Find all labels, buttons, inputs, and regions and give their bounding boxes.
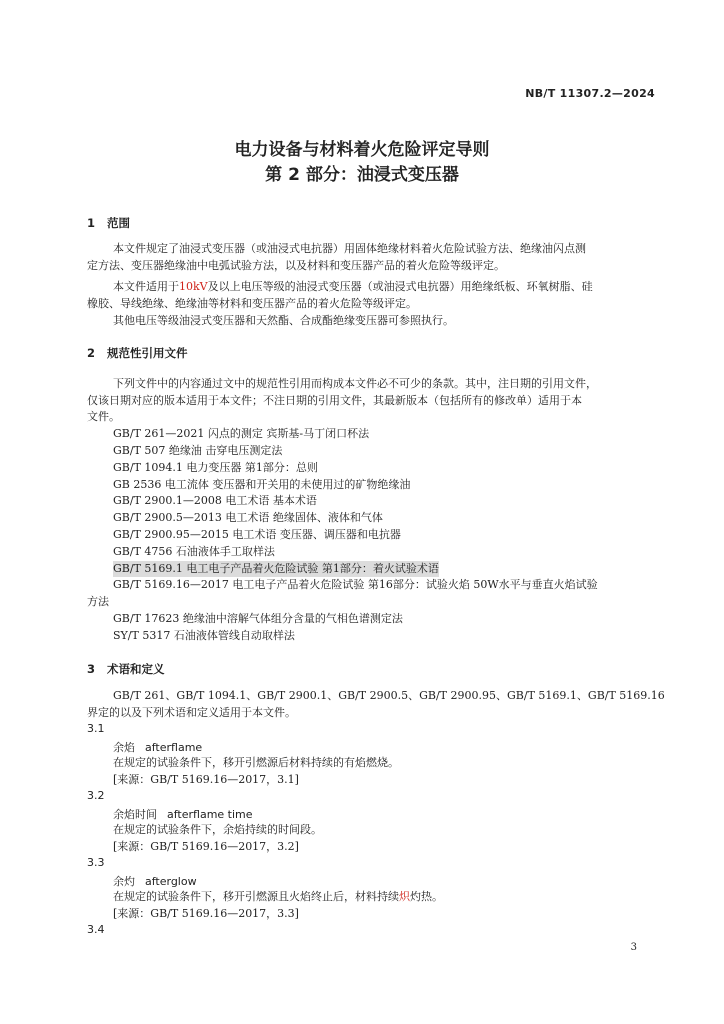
section-number: 3 (87, 662, 96, 676)
reference-item: GB/T 5169.16—2017 电工电子产品着火危险试验 第16部分：试验火焰 50W水平与垂直火焰试验 (113, 578, 598, 591)
section-heading-normative (87, 345, 188, 361)
section-number: 1 (87, 216, 96, 230)
term-zh: 余焰时间 (113, 808, 157, 821)
term-number: 3.4 (87, 923, 105, 936)
reference-item: GB/T 2900.95—2015 电工术语 变压器、调压器和电抗器 (113, 528, 401, 541)
text-span: 在规定的试验条件下，移开引燃源且火焰终止后，材料持续 (113, 890, 399, 903)
normative-intro-line: 仅该日期对应的版本适用于本文件；不注日期的引用文件，其最新版本（包括所有的修改单）适用于本 (87, 394, 582, 407)
reference-item: GB/T 2900.5—2013 电工术语 绝缘固体、液体和气体 (113, 511, 383, 524)
text-span: 灼热。 (410, 890, 443, 903)
term-definition: 在规定的试验条件下，移开引燃源后材料持续的有焰燃烧。 (113, 756, 399, 769)
term-source: [来源：GB/T 5169.16—2017，3.2] (113, 840, 299, 853)
term-zh: 余焰 (113, 741, 135, 754)
highlighted-text: 炽 (399, 890, 410, 903)
highlighted-text: 10kV (179, 280, 208, 293)
reference-item: GB/T 17623 绝缘油中溶解气体组分含量的气相色谱测定法 (113, 612, 403, 625)
section-heading-terms (87, 661, 165, 677)
text-span: 及以上电压等级的油浸式变压器（或油浸式电抗器）用绝缘纸板、环氧树脂、硅 (207, 280, 593, 293)
section-number: 2 (87, 346, 96, 360)
section-title: 术语和定义 (107, 662, 165, 676)
term-number: 3.2 (87, 789, 105, 802)
term-entry (113, 739, 202, 755)
terms-intro-line: 界定的以及下列术语和定义适用于本文件。 (87, 706, 296, 719)
terms-intro-line: GB/T 261、GB/T 1094.1、GB/T 2900.1、GB/T 2900.5、GB/T 2900.95、GB/T 5169.1、GB/T 5169.16 (113, 689, 665, 702)
reference-item: GB/T 2900.1—2008 电工术语 基本术语 (113, 494, 317, 507)
scope-paragraph-line: 定方法、变压器绝缘油中电弧试验方法，以及材料和变压器产品的着火危险等级评定。 (87, 259, 505, 272)
scope-paragraph-line: 其他电压等级油浸式变压器和天然酯、合成酯绝缘变压器可参照执行。 (113, 314, 454, 327)
document-title: 电力设备与材料着火危险评定导则 (234, 140, 490, 160)
normative-intro-line: 下列文件中的内容通过文中的规范性引用而构成本文件必不可少的条款。其中，注日期的引用文件， (113, 377, 597, 390)
reference-item: GB/T 1094.1 电力变压器 第1部分：总则 (113, 461, 318, 474)
scope-paragraph-line (113, 279, 593, 295)
term-source: [来源：GB/T 5169.16—2017，3.1] (113, 773, 299, 786)
reference-item: GB 2536 电工流体 变压器和开关用的未使用过的矿物绝缘油 (113, 478, 411, 491)
scope-paragraph-line: 橡胶、导线绝缘、绝缘油等材料和变压器产品的着火危险等级评定。 (87, 297, 417, 310)
term-number: 3.1 (87, 722, 105, 735)
normative-intro-line: 文件。 (87, 410, 120, 423)
term-zh: 余灼 (113, 875, 135, 888)
page-number: 3 (630, 942, 637, 953)
term-entry (113, 806, 253, 822)
term-en: afterflame (145, 741, 203, 754)
document-subtitle: 第 2 部分：油浸式变压器 (265, 165, 459, 185)
term-definition: 在规定的试验条件下，余焰持续的时间段。 (113, 823, 322, 836)
term-en: afterglow (145, 875, 197, 888)
term-source: [来源：GB/T 5169.16—2017，3.3] (113, 907, 299, 920)
text-span: 本文件适用于 (113, 280, 179, 293)
reference-item: GB/T 261—2021 闪点的测定 宾斯基-马丁闭口杯法 (113, 427, 370, 440)
term-definition (113, 889, 443, 905)
term-number: 3.3 (87, 856, 105, 869)
term-en: afterflame time (167, 808, 253, 821)
section-title: 范围 (107, 216, 130, 230)
scope-paragraph-line: 本文件规定了油浸式变压器（或油浸式电抗器）用固体绝缘材料着火危险试验方法、绝缘油闪点测 (113, 242, 586, 255)
standard-number: NB/T 11307.2—2024 (525, 87, 655, 100)
section-title: 规范性引用文件 (107, 346, 188, 360)
reference-item-highlighted: GB/T 5169.1 电工电子产品着火危险试验 第1部分：着火试验术语 (113, 562, 439, 575)
reference-item-continuation: 方法 (87, 595, 109, 608)
section-heading-scope (87, 215, 130, 231)
reference-item: SY/T 5317 石油液体管线自动取样法 (113, 629, 295, 642)
reference-item: GB/T 507 绝缘油 击穿电压测定法 (113, 444, 283, 457)
term-entry (113, 873, 197, 889)
reference-item: GB/T 4756 石油液体手工取样法 (113, 545, 275, 558)
